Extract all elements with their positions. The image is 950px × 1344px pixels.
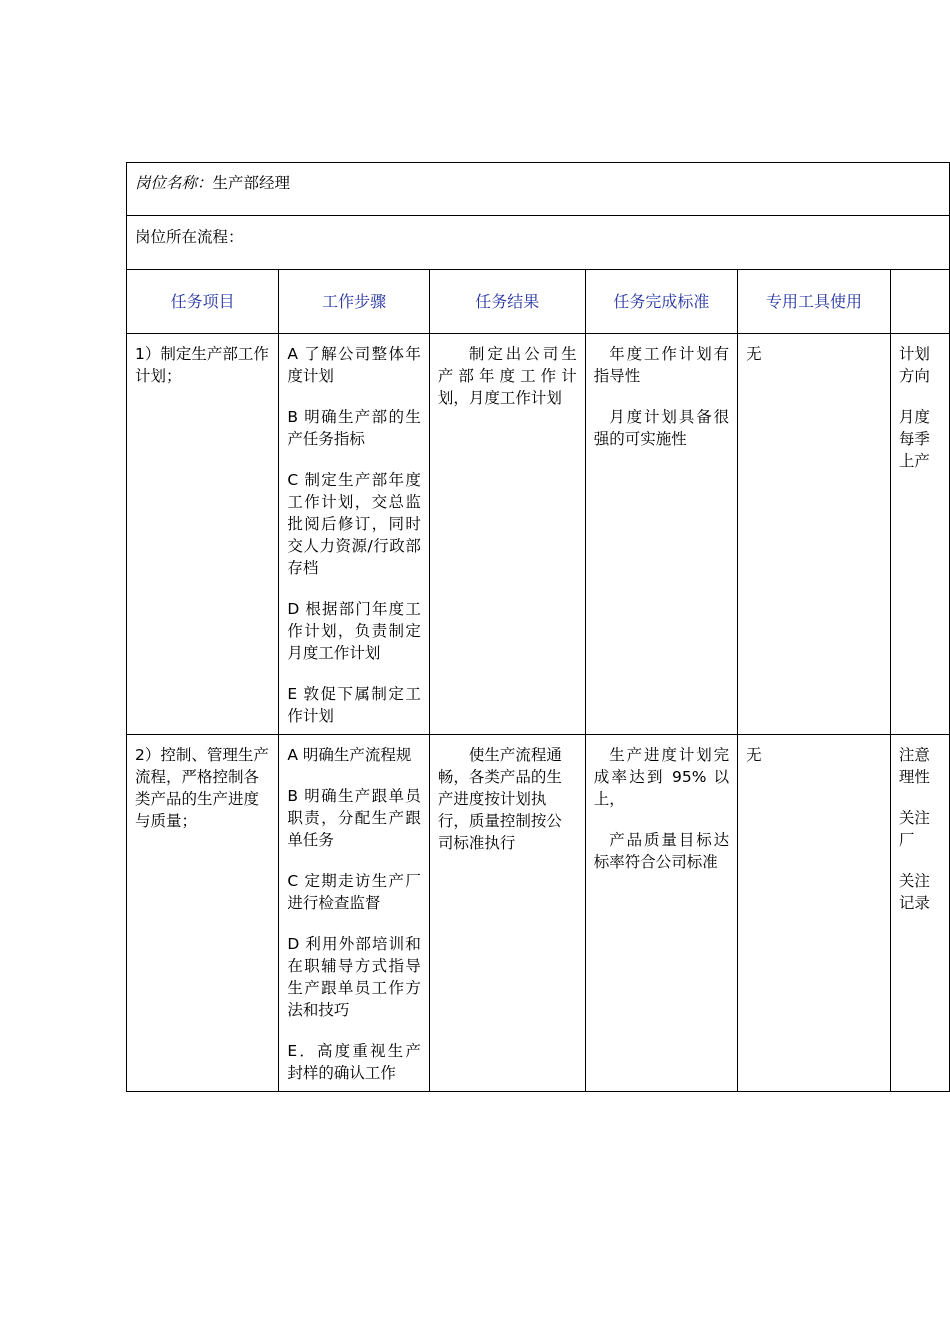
standard-item: 月度计划具备很强的可实施性: [593, 408, 730, 448]
job-description-table: [126, 162, 950, 1092]
flow-label: 岗位所在流程：: [135, 228, 244, 246]
table-row: [127, 334, 950, 735]
col-header-completion-standard: 任务完成标准: [585, 270, 737, 334]
work-step: B 明确生产跟单员职责，分配生产跟单任务: [287, 787, 421, 849]
work-step: C 制定生产部年度工作计划，交总监批阅后修订，同时交人力资源/行政部存档: [287, 471, 421, 577]
tools-cell: [738, 334, 891, 735]
tools-cell: [738, 735, 891, 1092]
column-header-row: [127, 270, 950, 334]
task-item-cell: [127, 735, 279, 1092]
task-result-text: 使生产流程通畅，各类产品的生产进度按计划执行，质量控制按公司标准执行: [437, 746, 562, 852]
position-colon: ：: [197, 174, 213, 192]
notes-fragment: 月度: [898, 408, 930, 426]
notes-fragment: 关注: [898, 809, 930, 827]
notes-fragment: 记录: [898, 894, 930, 912]
work-step: E．高度重视生产封样的确认工作: [287, 1042, 421, 1082]
notes-fragment: 每季: [898, 430, 930, 448]
standard-item: 产品质量目标达标率符合公司标准: [593, 831, 730, 871]
work-step: E 敦促下属制定工作计划: [287, 685, 421, 725]
col-header-tools: 专用工具使用: [738, 270, 891, 334]
work-step: D 利用外部培训和在职辅导方式指导生产跟单员工作方法和技巧: [287, 935, 421, 1019]
col-header-cut: [890, 270, 949, 334]
col-header-task-item: 任务项目: [127, 270, 279, 334]
notes-fragment: 注意: [898, 746, 930, 764]
task-result-text: 制定出公司生产部年度工作计划，月度工作计划: [437, 345, 577, 407]
notes-fragment: 计划: [898, 345, 930, 363]
notes-fragment: 上产: [898, 452, 930, 470]
task-item-text: 1）制定生产部工作计划；: [135, 345, 269, 385]
task-result-cell: [429, 334, 585, 735]
notes-fragment: 关注: [898, 872, 930, 890]
position-title-cell: [127, 163, 950, 216]
flow-row: [127, 216, 950, 270]
flow-cell: [127, 216, 950, 270]
position-label: 岗位名称: [135, 174, 198, 192]
notes-fragment: 方向: [898, 367, 930, 385]
notes-fragment: 厂: [898, 831, 915, 849]
notes-cell-cut: [890, 334, 949, 735]
standard-cell: [585, 735, 737, 1092]
standard-cell: [585, 334, 737, 735]
task-item-cell: [127, 334, 279, 735]
work-step: A 明确生产流程规: [287, 746, 412, 764]
work-step: A 了解公司整体年度计划: [287, 345, 421, 385]
work-steps-cell: [279, 334, 429, 735]
table-row: [127, 735, 950, 1092]
position-value: 生产部经理: [212, 174, 291, 192]
standard-item: 年度工作计划有指导性: [593, 345, 730, 385]
work-step: B 明确生产部的生产任务指标: [287, 408, 421, 448]
work-steps-cell: [279, 735, 429, 1092]
col-header-work-steps: 工作步骤: [279, 270, 429, 334]
work-step: C 定期走访生产厂进行检查监督: [287, 872, 421, 912]
position-title-row: [127, 163, 950, 216]
standard-item: 生产进度计划完成率达到 95% 以上，: [593, 746, 730, 808]
work-step: D 根据部门年度工作计划，负责制定月度工作计划: [287, 600, 421, 662]
task-result-cell: [429, 735, 585, 1092]
task-item-text: 2）控制、管理生产流程，严格控制各类产品的生产进度与质量；: [135, 746, 269, 830]
col-header-task-result: 任务结果: [429, 270, 585, 334]
tools-text: 无: [746, 746, 762, 764]
tools-text: 无: [746, 345, 762, 363]
notes-cell-cut: [890, 735, 949, 1092]
notes-fragment: 理性: [898, 768, 930, 786]
